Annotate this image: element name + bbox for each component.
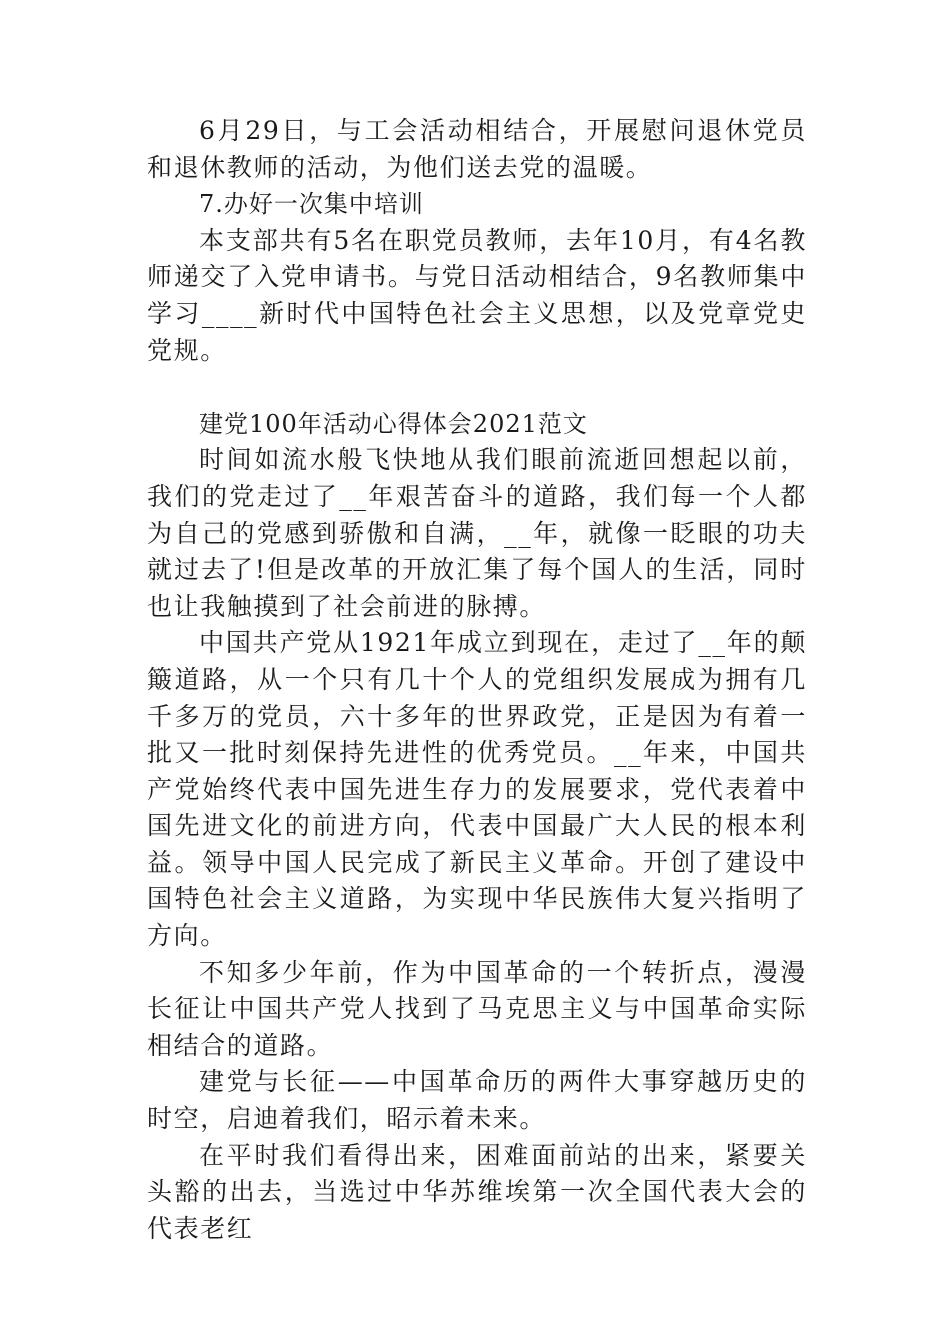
essay-paragraph-2: 中国共产党从1921年成立到现在，走过了__年的颠簸道路，从一个只有几十个人的党组织发展成为拥有几千多万的党员，六十多年的世界政党，正是因为有着一批又一批时刻保持先进性的优秀党员。__年来，中国共产党始终代表中国先进生存力的发展要求，党代表着中国先进文化的前进方向，代表中国最广大人民的根本利益。领导中国人民完成了新民主义革命。开创了建设中国特色社会主义道路，为实现中华民族伟大复兴指明了方向。 bbox=[147, 628, 807, 951]
paragraph-retiree-visit: 6月29日，与工会活动相结合，开展慰问退休党员和退休教师的活动，为他们送去党的温暖。 bbox=[147, 116, 807, 182]
essay-paragraph-3: 不知多少年前，作为中国革命的一个转折点，漫漫长征让中国共产党人找到了马克思主义与中国革命实际相结合的道路。 bbox=[147, 957, 807, 1060]
section-heading-training: 7.办好一次集中培训 bbox=[199, 190, 424, 219]
document-page bbox=[147, 113, 807, 1247]
essay-paragraph-1: 时间如流水般飞快地从我们眼前流逝回想起以前，我们的党走过了__年艰苦奋斗的道路，我们每一个人都为自己的党感到骄傲和自满，__年，就像一眨眼的功夫就过去了!但是改革的开放汇集了每个国人的生活，同时也让我触摸到了社会前进的脉搏。 bbox=[147, 445, 807, 621]
section-spacer bbox=[147, 369, 807, 406]
essay-paragraph-5: 在平时我们看得出来，困难面前站的出来，紧要关头豁的出去，当选过中华苏维埃第一次全国代表大会的代表老红 bbox=[147, 1140, 807, 1243]
essay-title: 建党100年活动心得体会2021范文 bbox=[199, 409, 588, 438]
essay-paragraph-4: 建党与长征——中国革命历的两件大事穿越历史的时空，启迪着我们，昭示着未来。 bbox=[147, 1067, 807, 1134]
paragraph-training: 本支部共有5名在职党员教师，去年10月，有4名教师递交了入党申请书。与党日活动相结合，9名教师集中学习____新时代中国特色社会主义思想，以及党章党史党规。 bbox=[147, 225, 807, 365]
